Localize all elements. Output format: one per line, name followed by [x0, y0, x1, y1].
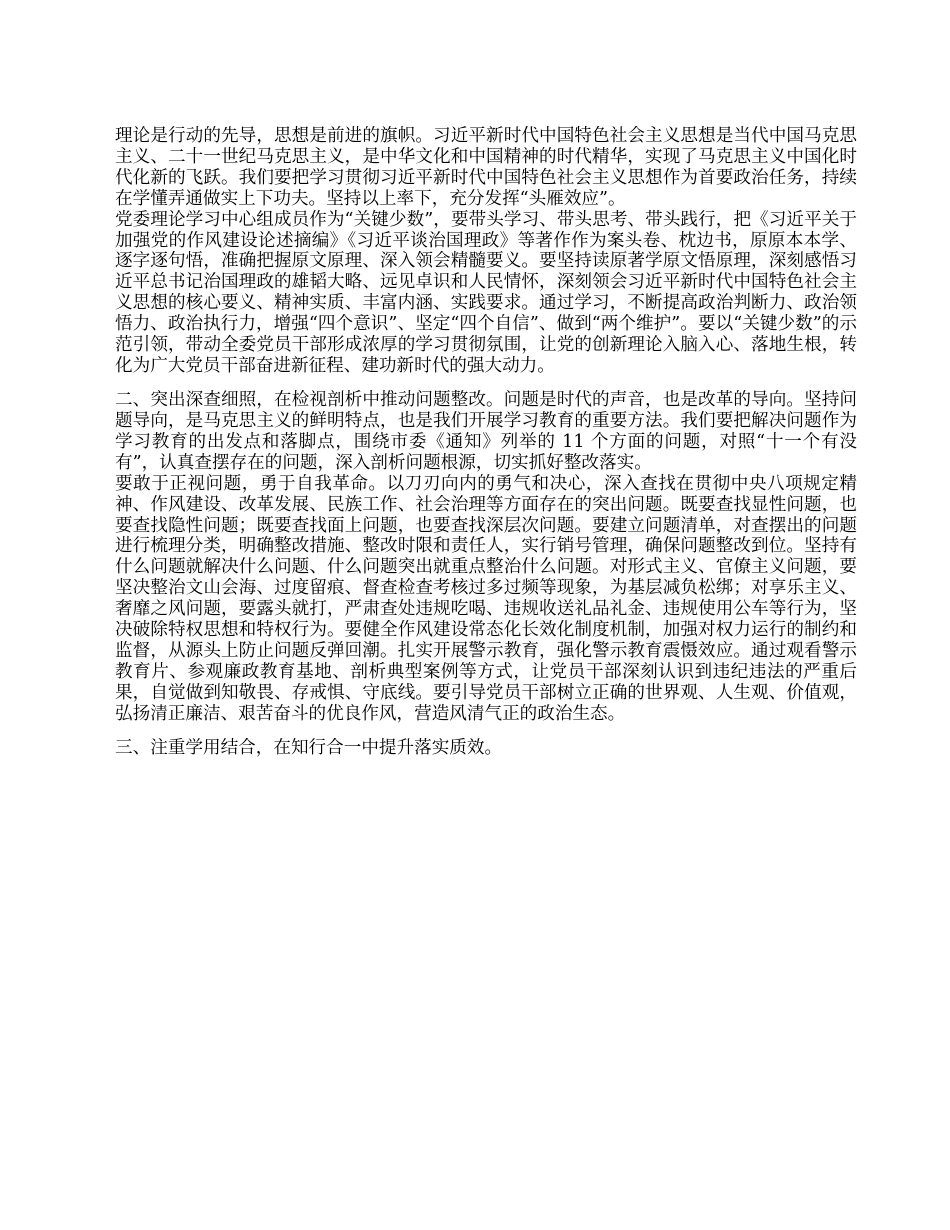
paragraph-key-minority: 党委理论学习中心组成员作为“关键少数”，要带头学习、带头思考、带头践行，把《习近平关于加强党的作风建设论述摘编》《习近平谈治国理政》等著作作为案头卷、枕边书，原原本本学、逐字逐句悟，准确把握原文原理、深入领会精髓要义。要坚持读原著学原文悟原理，深刻感悟习近平总书记治国理政的雄韬大略、远见卓识和人民情怀，深刻领会习近平新时代中国特色社会主义思想的核心要义、精神实质、丰富内涵、实践要求。通过学习，不断提高政治判断力、政治领悟力、政治执行力，增强“四个意识”、坚定“四个自信”、做到“两个维护”。要以“关键少数”的示范引领，带动全委党员干部形成浓厚的学习贯彻氛围，让党的创新理论入脑入心、落地生根，转化为广大党员干部奋进新征程、建功新时代的强大动力。	[115, 209, 857, 376]
section-three-heading: 三、注重学用结合，在知行合一中提升落实质效。	[115, 737, 503, 758]
document-body	[115, 126, 857, 759]
section-two-heading-paragraph: 二、突出深查细照，在检视剖析中推动问题整改。问题是时代的声音，也是改革的导向。坚持问题导向，是马克思主义的鲜明特点，也是我们开展学习教育的重要方法。我们要把解决问题作为学习教育的出发点和落脚点，围绕市委《通知》列举的 11 个方面的问题，对照“十一个有没有”，认真查摆存在的问题，深入剖析问题根源，切实抓好整改落实。	[115, 390, 857, 473]
paragraph-theory-guide: 理论是行动的先导，思想是前进的旗帜。习近平新时代中国特色社会主义思想是当代中国马克思主义、二十一世纪马克思主义，是中华文化和中国精神的时代精华，实现了马克思主义中国化时代化新的飞跃。我们要把学习贯彻习近平新时代中国特色社会主义思想作为首要政治任务，持续在学懂弄通做实上下功夫。坚持以上率下，充分发挥“头雁效应”。	[115, 126, 857, 209]
paragraph-self-revolution: 要敢于正视问题，勇于自我革命。以刀刃向内的勇气和决心，深入查找在贯彻中央八项规定精神、作风建设、改革发展、民族工作、社会治理等方面存在的突出问题。既要查找显性问题，也要查找隐性问题；既要查找面上问题，也要查找深层次问题。要建立问题清单，对查摆出的问题进行梳理分类，明确整改措施、整改时限和责任人，实行销号管理，确保问题整改到位。坚持有什么问题就解决什么问题、什么问题突出就重点整治什么问题。对形式主义、官僚主义问题，要坚决整治文山会海、过度留痕、督查检查考核过多过频等现象，为基层减负松绑；对享乐主义、奢靡之风问题，要露头就打，严肃查处违规吃喝、违规收送礼品礼金、违规使用公车等行为，坚决破除特权思想和特权行为。要健全作风建设常态化长效化制度机制，加强对权力运行的制约和监督，从源头上防止问题反弹回潮。扎实开展警示教育，强化警示教育震慑效应。通过观看警示教育片、参观廉政教育基地、剖析典型案例等方式，让党员干部深刻认识到违纪违法的严重后果，自觉做到知敬畏、存戒惧、守底线。要引导党员干部树立正确的世界观、人生观、价值观，弘扬清正廉洁、艰苦奋斗的优良作风，营造风清气正的政治生态。	[115, 473, 857, 724]
